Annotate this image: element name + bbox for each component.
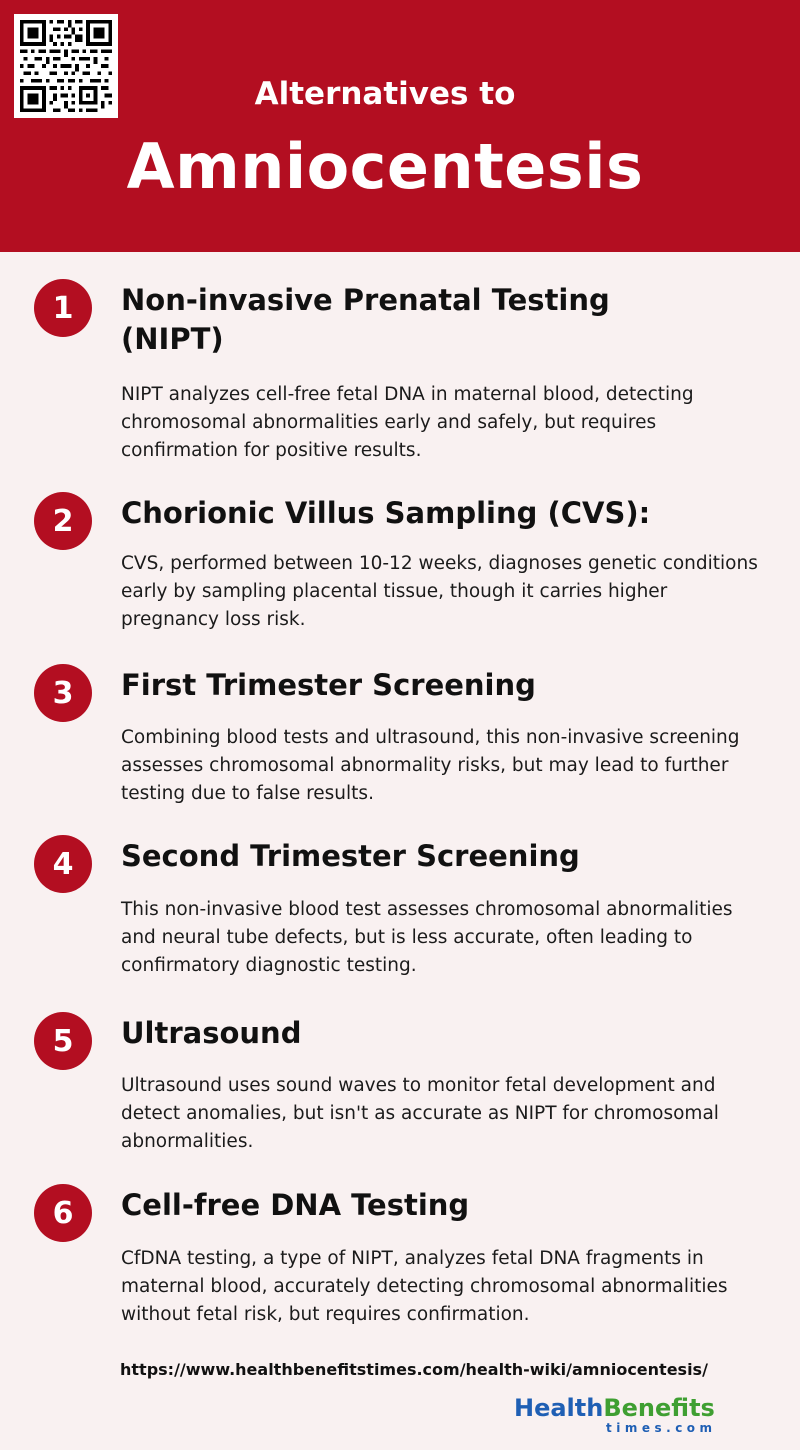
header-subtitle: Alternatives to	[254, 76, 516, 112]
logo-health-text: Health	[514, 1394, 604, 1422]
item-title: Second Trimester Screening	[121, 839, 580, 873]
item-title: First Trimester Screening	[121, 668, 536, 702]
number-badge: 1	[34, 279, 92, 337]
number-badge: 5	[34, 1012, 92, 1070]
number-badge: 3	[34, 664, 92, 722]
item-title: Non-invasive Prenatal Testing (NIPT)	[121, 283, 610, 356]
logo-subtext: times.com	[606, 1421, 717, 1435]
item-description: NIPT analyzes cell-free fetal DNA in maternal blood, detecting chromosomal abnormalities early and safely, but requires confirmation for positive results.	[121, 384, 694, 461]
item-title: Ultrasound	[121, 1016, 302, 1050]
item-description: Combining blood tests and ultrasound, this non-invasive screening assesses chromosomal abnormality risks, but may lead to further testing due to false results.	[121, 727, 740, 804]
source-url-link[interactable]: https://www.healthbenefitstimes.com/health-wiki/amniocentesis/	[120, 1360, 708, 1379]
item-description: CVS, performed between 10-12 weeks, diagnoses genetic conditions early by sampling placental tissue, though it carries higher pregnancy loss risk.	[121, 553, 758, 630]
item-description: Ultrasound uses sound waves to monitor fetal development and detect anomalies, but isn't as accurate as NIPT for chromosomal abnormalities.	[121, 1075, 719, 1152]
item-description: CfDNA testing, a type of NIPT, analyzes fetal DNA fragments in maternal blood, accurately detecting chromosomal abnormalities without fetal risk, but requires confirmation.	[121, 1248, 728, 1325]
number-badge: 2	[34, 492, 92, 550]
page-title: Amniocentesis	[126, 130, 644, 203]
brand-logo[interactable]	[514, 1394, 744, 1444]
number-badge: 4	[34, 835, 92, 893]
header-banner	[0, 0, 800, 252]
item-description: This non-invasive blood test assesses chromosomal abnormalities and neural tube defects, but is less accurate, often leading to confirmatory diagnostic testing.	[121, 899, 733, 976]
logo-benefits-text: Benefits	[603, 1394, 715, 1422]
logo-wordmark	[514, 1394, 744, 1422]
item-title: Chorionic Villus Sampling (CVS):	[121, 496, 651, 530]
item-title: Cell-free DNA Testing	[121, 1188, 470, 1222]
number-badge: 6	[34, 1184, 92, 1242]
